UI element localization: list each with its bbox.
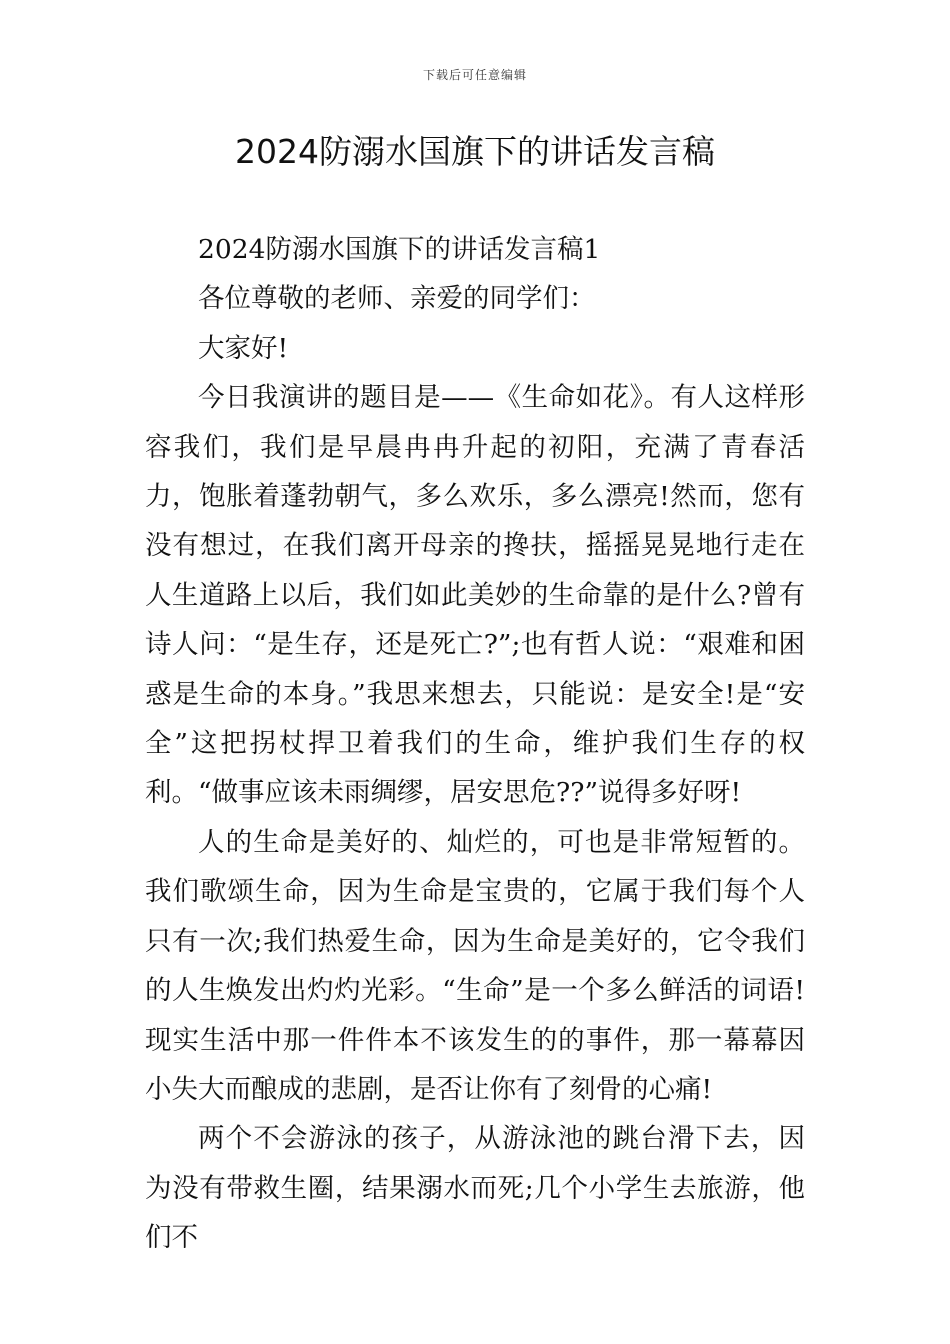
paragraph: 两个不会游泳的孩子，从游泳池的跳台滑下去，因为没有带救生圈，结果溺水而死;几个小学生去旅游，他们不 <box>145 1123 805 1254</box>
paragraph-greeting: 大家好! <box>198 332 289 364</box>
header-note: 下载后可任意编辑 <box>422 68 527 82</box>
paragraph: 今日我演讲的题目是——《生命如花》。有人这样形容我们，我们是早晨冉冉升起的初阳，充满了青春活力，饱胀着蓬勃朝气，多么欢乐，多么漂亮!然而，您有没有想过，在我们离开母亲的搀扶，摇摇晃晃地行走在人生道路上以后，我们如此美妙的生命靠的是什么?曾有诗人问：“是生存，还是死亡?”;也有哲人说：“艰难和困惑是生命的本身。”我思来想去，只能说：是安全!是“安全”这把拐杖捍卫着我们的生命，维护我们生存的权利。“做事应该未雨绸缪，居安思危??”说得多好呀! <box>145 382 805 809</box>
document-title: 2024防溺水国旗下的讲话发言稿 <box>235 132 715 171</box>
paragraph-subtitle: 2024防溺水国旗下的讲话发言稿1 <box>198 234 601 265</box>
paragraph-salutation: 各位尊敬的老师、亲爱的同学们： <box>198 283 596 315</box>
document-body <box>145 225 805 1263</box>
paragraph: 人的生命是美好的、灿烂的，可也是非常短暂的。我们歌颂生命，因为生命是宝贵的，它属于我们每个人只有一次;我们热爱生命，因为生命是美好的，它令我们的人生焕发出灼灼光彩。“生命”是一个多么鲜活的词语!现实生活中那一件件本不该发生的的事件，那一幕幕因小失大而酿成的悲剧，是否让你有了刻骨的心痛! <box>145 826 805 1105</box>
